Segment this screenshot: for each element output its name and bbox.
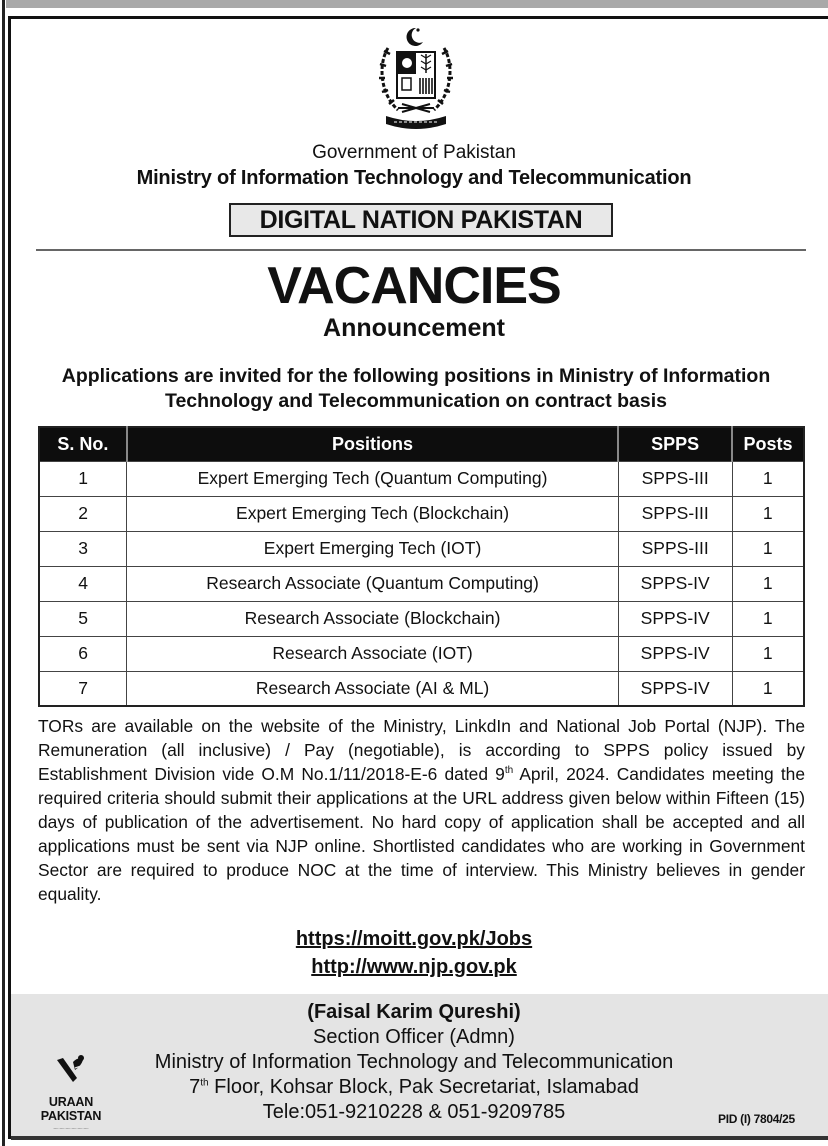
signature-block (0, 1000, 828, 1125)
cell-posts: 1 (732, 671, 804, 706)
cell-position: Research Associate (AI & ML) (127, 671, 619, 706)
uraan-logo-tagline: 〜〜〜〜〜〜 (52, 1127, 89, 1133)
cell-sno: 4 (39, 566, 127, 601)
table-row (39, 531, 804, 566)
moitt-jobs-link[interactable]: https://moitt.gov.pk/Jobs (295, 928, 533, 950)
cell-spps: SPPS-III (618, 461, 732, 496)
cell-sno: 3 (39, 531, 127, 566)
table-row (39, 496, 804, 531)
table-row (39, 671, 804, 706)
cell-position: Research Associate (IOT) (127, 636, 619, 671)
cell-sno: 2 (39, 496, 127, 531)
cell-posts: 1 (732, 461, 804, 496)
table-row (39, 601, 804, 636)
ordinal-suffix: th (504, 765, 514, 777)
column-header-sno: S. No. (39, 427, 127, 461)
cell-sno: 1 (39, 461, 127, 496)
address-floor: 7 (189, 1076, 201, 1098)
signatory-designation: Section Officer (Admn) (313, 1026, 515, 1048)
column-header-spps: SPPS (618, 427, 732, 461)
pid-number: PID (I) 7804/25 (718, 1112, 795, 1126)
cell-sno: 6 (39, 636, 127, 671)
table-header-row (39, 427, 804, 461)
terms-text-part1: TORs are available on the website of the Ministry, LinkdIn and National Job Portal (NJP). The Remuneration (all inclusive) / Pay (negotiable), is according to SPPS policy issued by Establishment Division vide O.M No.1/11/2018-E-6 dated 9 (38, 716, 805, 784)
njp-link[interactable]: http://www.njp.gov.pk (311, 956, 517, 978)
bottom-border (11, 1136, 828, 1140)
header-divider (36, 249, 806, 251)
footer-address (0, 1075, 828, 1100)
cell-spps: SPPS-III (618, 496, 732, 531)
cell-position: Expert Emerging Tech (IOT) (127, 531, 619, 566)
ministry-heading: Ministry of Information Technology and Telecommunication (136, 167, 692, 189)
state-emblem-icon (368, 24, 464, 134)
cell-posts: 1 (732, 636, 804, 671)
intro-text: Applications are invited for the following positions in Ministry of Information Technology and Telecommunication on contract basis (61, 365, 771, 412)
terms-text-part2: April, 2024. Candidates meeting the required criteria should submit their applications at the URL address given below within Fifteen (15) days of publication of the advertisement. No hard copy of application shall be accepted and all applications must be sent via NJP online. Shortlisted candidates who are working in Government Sector are required to produce NOC at the time of interview. This Ministry believes in gender equality. (38, 764, 805, 904)
government-heading: Government of Pakistan (312, 142, 516, 163)
table-row (39, 461, 804, 496)
page-title: VACANCIES (267, 257, 561, 315)
table-row (39, 566, 804, 601)
signatory-name: (Faisal Karim Qureshi) (307, 1001, 521, 1023)
cell-sno: 5 (39, 601, 127, 636)
cell-posts: 1 (732, 496, 804, 531)
vacancies-table (38, 426, 805, 707)
cell-spps: SPPS-IV (618, 601, 732, 636)
table-row (39, 636, 804, 671)
application-links (0, 925, 828, 981)
cell-sno: 7 (39, 671, 127, 706)
cell-spps: SPPS-IV (618, 671, 732, 706)
footer-phone: Tele:051-9210228 & 051-9209785 (262, 1101, 566, 1123)
uraan-pakistan-logo (26, 1050, 116, 1140)
program-banner: DIGITAL NATION PAKISTAN (229, 203, 613, 237)
top-gray-bar (6, 0, 828, 8)
column-header-posts: Posts (732, 427, 804, 461)
ordinal-suffix: th (200, 1077, 209, 1089)
cell-position: Expert Emerging Tech (Blockchain) (127, 496, 619, 531)
footer-ministry: Ministry of Information Technology and Telecommunication (154, 1051, 674, 1073)
cell-spps: SPPS-IV (618, 566, 732, 601)
cell-position: Research Associate (Quantum Computing) (127, 566, 619, 601)
cell-position: Research Associate (Blockchain) (127, 601, 619, 636)
column-header-positions: Positions (127, 427, 619, 461)
cell-posts: 1 (732, 601, 804, 636)
cell-position: Expert Emerging Tech (Quantum Computing) (127, 461, 619, 496)
cell-posts: 1 (732, 531, 804, 566)
address-rest: Floor, Kohsar Block, Pak Secretariat, Islamabad (208, 1076, 639, 1098)
page-subtitle: Announcement (323, 314, 505, 342)
terms-paragraph (38, 714, 805, 906)
uraan-bird-icon (51, 1050, 91, 1090)
cell-posts: 1 (732, 566, 804, 601)
uraan-logo-line1: URAAN (48, 1095, 94, 1109)
uraan-logo-line2: PAKISTAN (40, 1109, 102, 1123)
cell-spps: SPPS-IV (618, 636, 732, 671)
cell-spps: SPPS-III (618, 531, 732, 566)
